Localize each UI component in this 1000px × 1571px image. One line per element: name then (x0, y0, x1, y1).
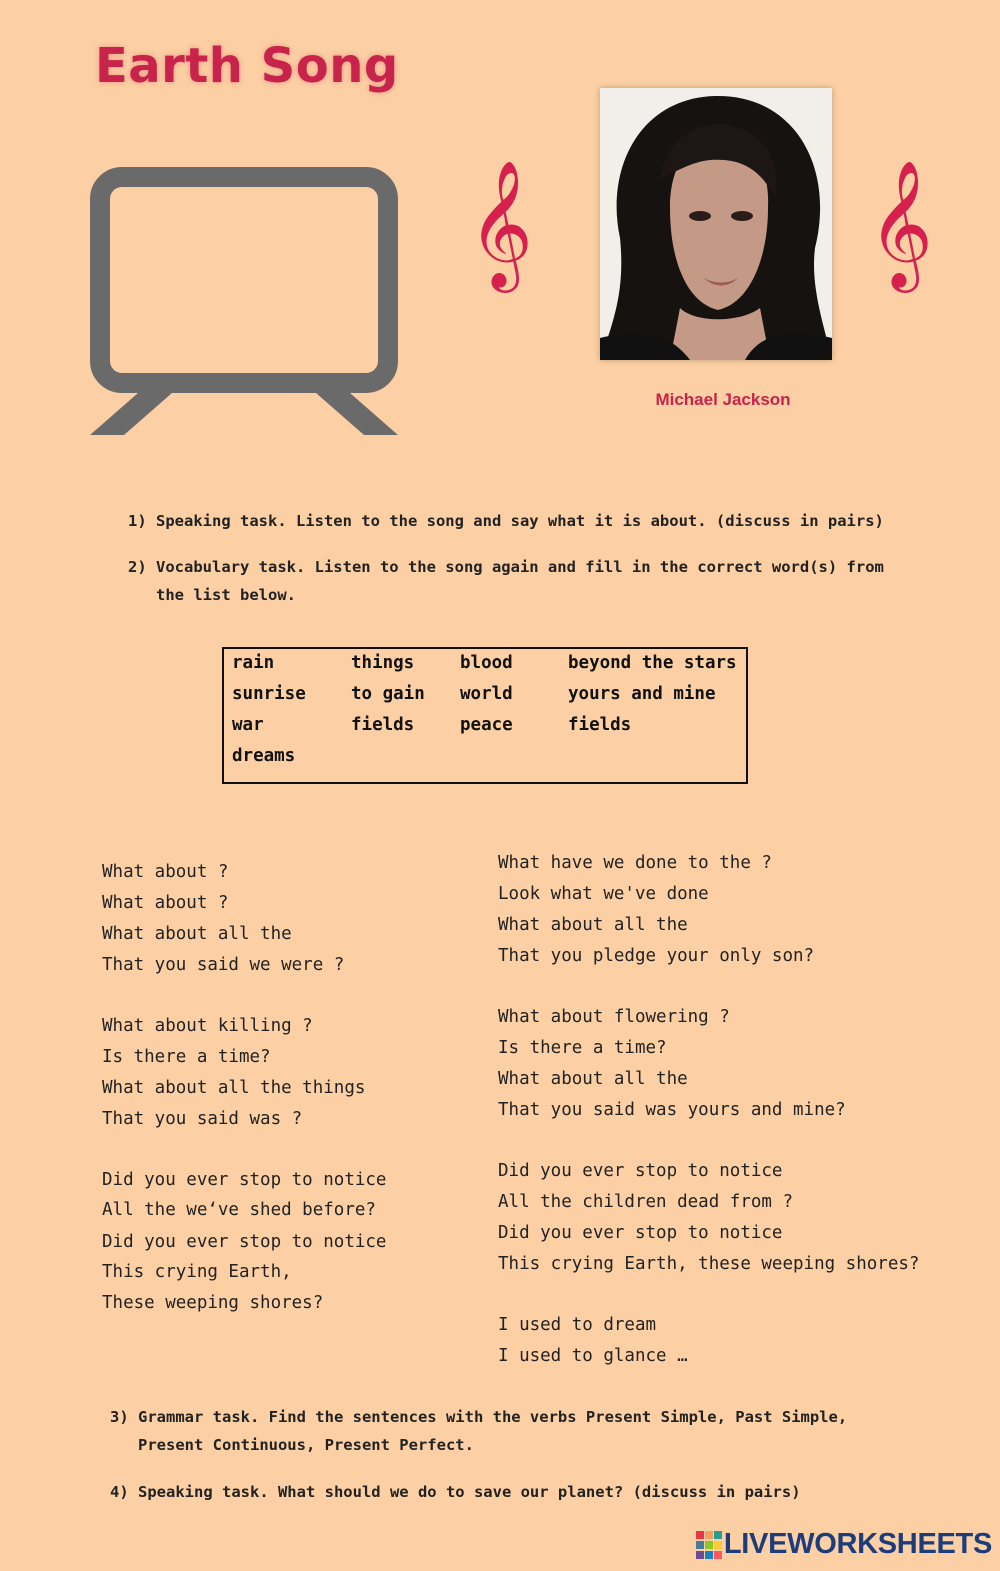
task-3 (110, 1403, 930, 1459)
word-item: sunrise (232, 684, 306, 704)
task-number: 1) (128, 512, 147, 530)
tv-icon (88, 165, 400, 437)
lyric-line: What about killing ? (102, 1016, 313, 1036)
lyric-line: I used to dream (498, 1315, 657, 1335)
lyric-line: What have we done to the ? (498, 853, 772, 873)
lyric-line: What about ? (102, 893, 229, 913)
lyric-line: These weeping shores? (102, 1293, 324, 1313)
task-text-continued: Present Continuous, Present Perfect. (138, 1436, 474, 1454)
photo-caption: Michael Jackson (655, 390, 791, 409)
lyric-line: What about all the (102, 924, 292, 944)
word-item: war (232, 715, 264, 735)
lyric-line: Is there a time? (102, 1047, 271, 1067)
lyric-line: This crying Earth, these weeping shores? (498, 1254, 920, 1274)
lyric-line: Did you ever stop to notice (102, 1170, 387, 1190)
task-2 (128, 553, 928, 609)
word-item: to gain (351, 684, 425, 704)
lyric-line: Is there a time? (498, 1038, 667, 1058)
word-item: fields (351, 715, 415, 735)
treble-clef-icon: 𝄞 (868, 159, 934, 287)
lyric-line: I used to glance … (498, 1346, 688, 1366)
singer-portrait (600, 88, 832, 360)
lyric-line: That you said was yours and mine? (498, 1100, 846, 1120)
brand-name: LIVEWORKSHEETS (723, 1528, 992, 1560)
liveworksheets-logo-icon (696, 1531, 722, 1559)
task-number: 2) (128, 558, 147, 576)
lyric-line: What about flowering ? (498, 1007, 730, 1027)
lyric-line: Look what we've done (498, 884, 709, 904)
task-text-continued: the list below. (156, 586, 296, 604)
word-item: dreams (232, 746, 296, 766)
task-4 (110, 1478, 801, 1506)
task-number: 4) (110, 1483, 129, 1501)
treble-clef-icon: 𝄞 (468, 159, 534, 287)
task-text: Speaking task. What should we do to save our planet? (discuss in pairs) (138, 1483, 801, 1501)
lyric-line: What about all the (498, 1069, 688, 1089)
lyric-line: What about ? (102, 862, 229, 882)
lyric-line: Did you ever stop to notice (498, 1161, 783, 1181)
word-item: peace (460, 715, 513, 735)
word-item: yours and mine (568, 684, 716, 704)
page-title: Earth Song (95, 38, 399, 94)
lyric-line: What about all the (498, 915, 688, 935)
lyric-line: That you said we were ? (102, 955, 345, 975)
lyric-line: Did you ever stop to notice (498, 1223, 783, 1243)
task-number: 3) (110, 1408, 129, 1426)
lyric-line: That you pledge your only son? (498, 946, 815, 966)
word-item: world (460, 684, 513, 704)
word-item: blood (460, 653, 513, 673)
word-list-box (222, 647, 748, 784)
task-text: Speaking task. Listen to the song and say what it is about. (discuss in pairs) (156, 512, 884, 530)
lyric-line: That you said was ? (102, 1109, 303, 1129)
task-text: Vocabulary task. Listen to the song again and fill in the correct word(s) from (156, 558, 884, 576)
task-text: Grammar task. Find the sentences with the verbs Present Simple, Past Simple, (138, 1408, 848, 1426)
lyric-line: Did you ever stop to notice (102, 1232, 387, 1252)
lyric-line: All the children dead from ? (498, 1192, 794, 1212)
word-item: fields (568, 715, 632, 735)
lyric-line: All the we‘ve shed before? (102, 1200, 376, 1220)
word-item: rain (232, 653, 275, 673)
liveworksheets-logo[interactable] (696, 1528, 992, 1561)
lyric-line: What about all the things (102, 1078, 366, 1098)
word-item: things (351, 653, 415, 673)
portrait-image (600, 88, 832, 360)
lyric-line: This crying Earth, (102, 1262, 292, 1282)
task-1 (128, 507, 884, 535)
word-item: beyond the stars (568, 653, 737, 673)
